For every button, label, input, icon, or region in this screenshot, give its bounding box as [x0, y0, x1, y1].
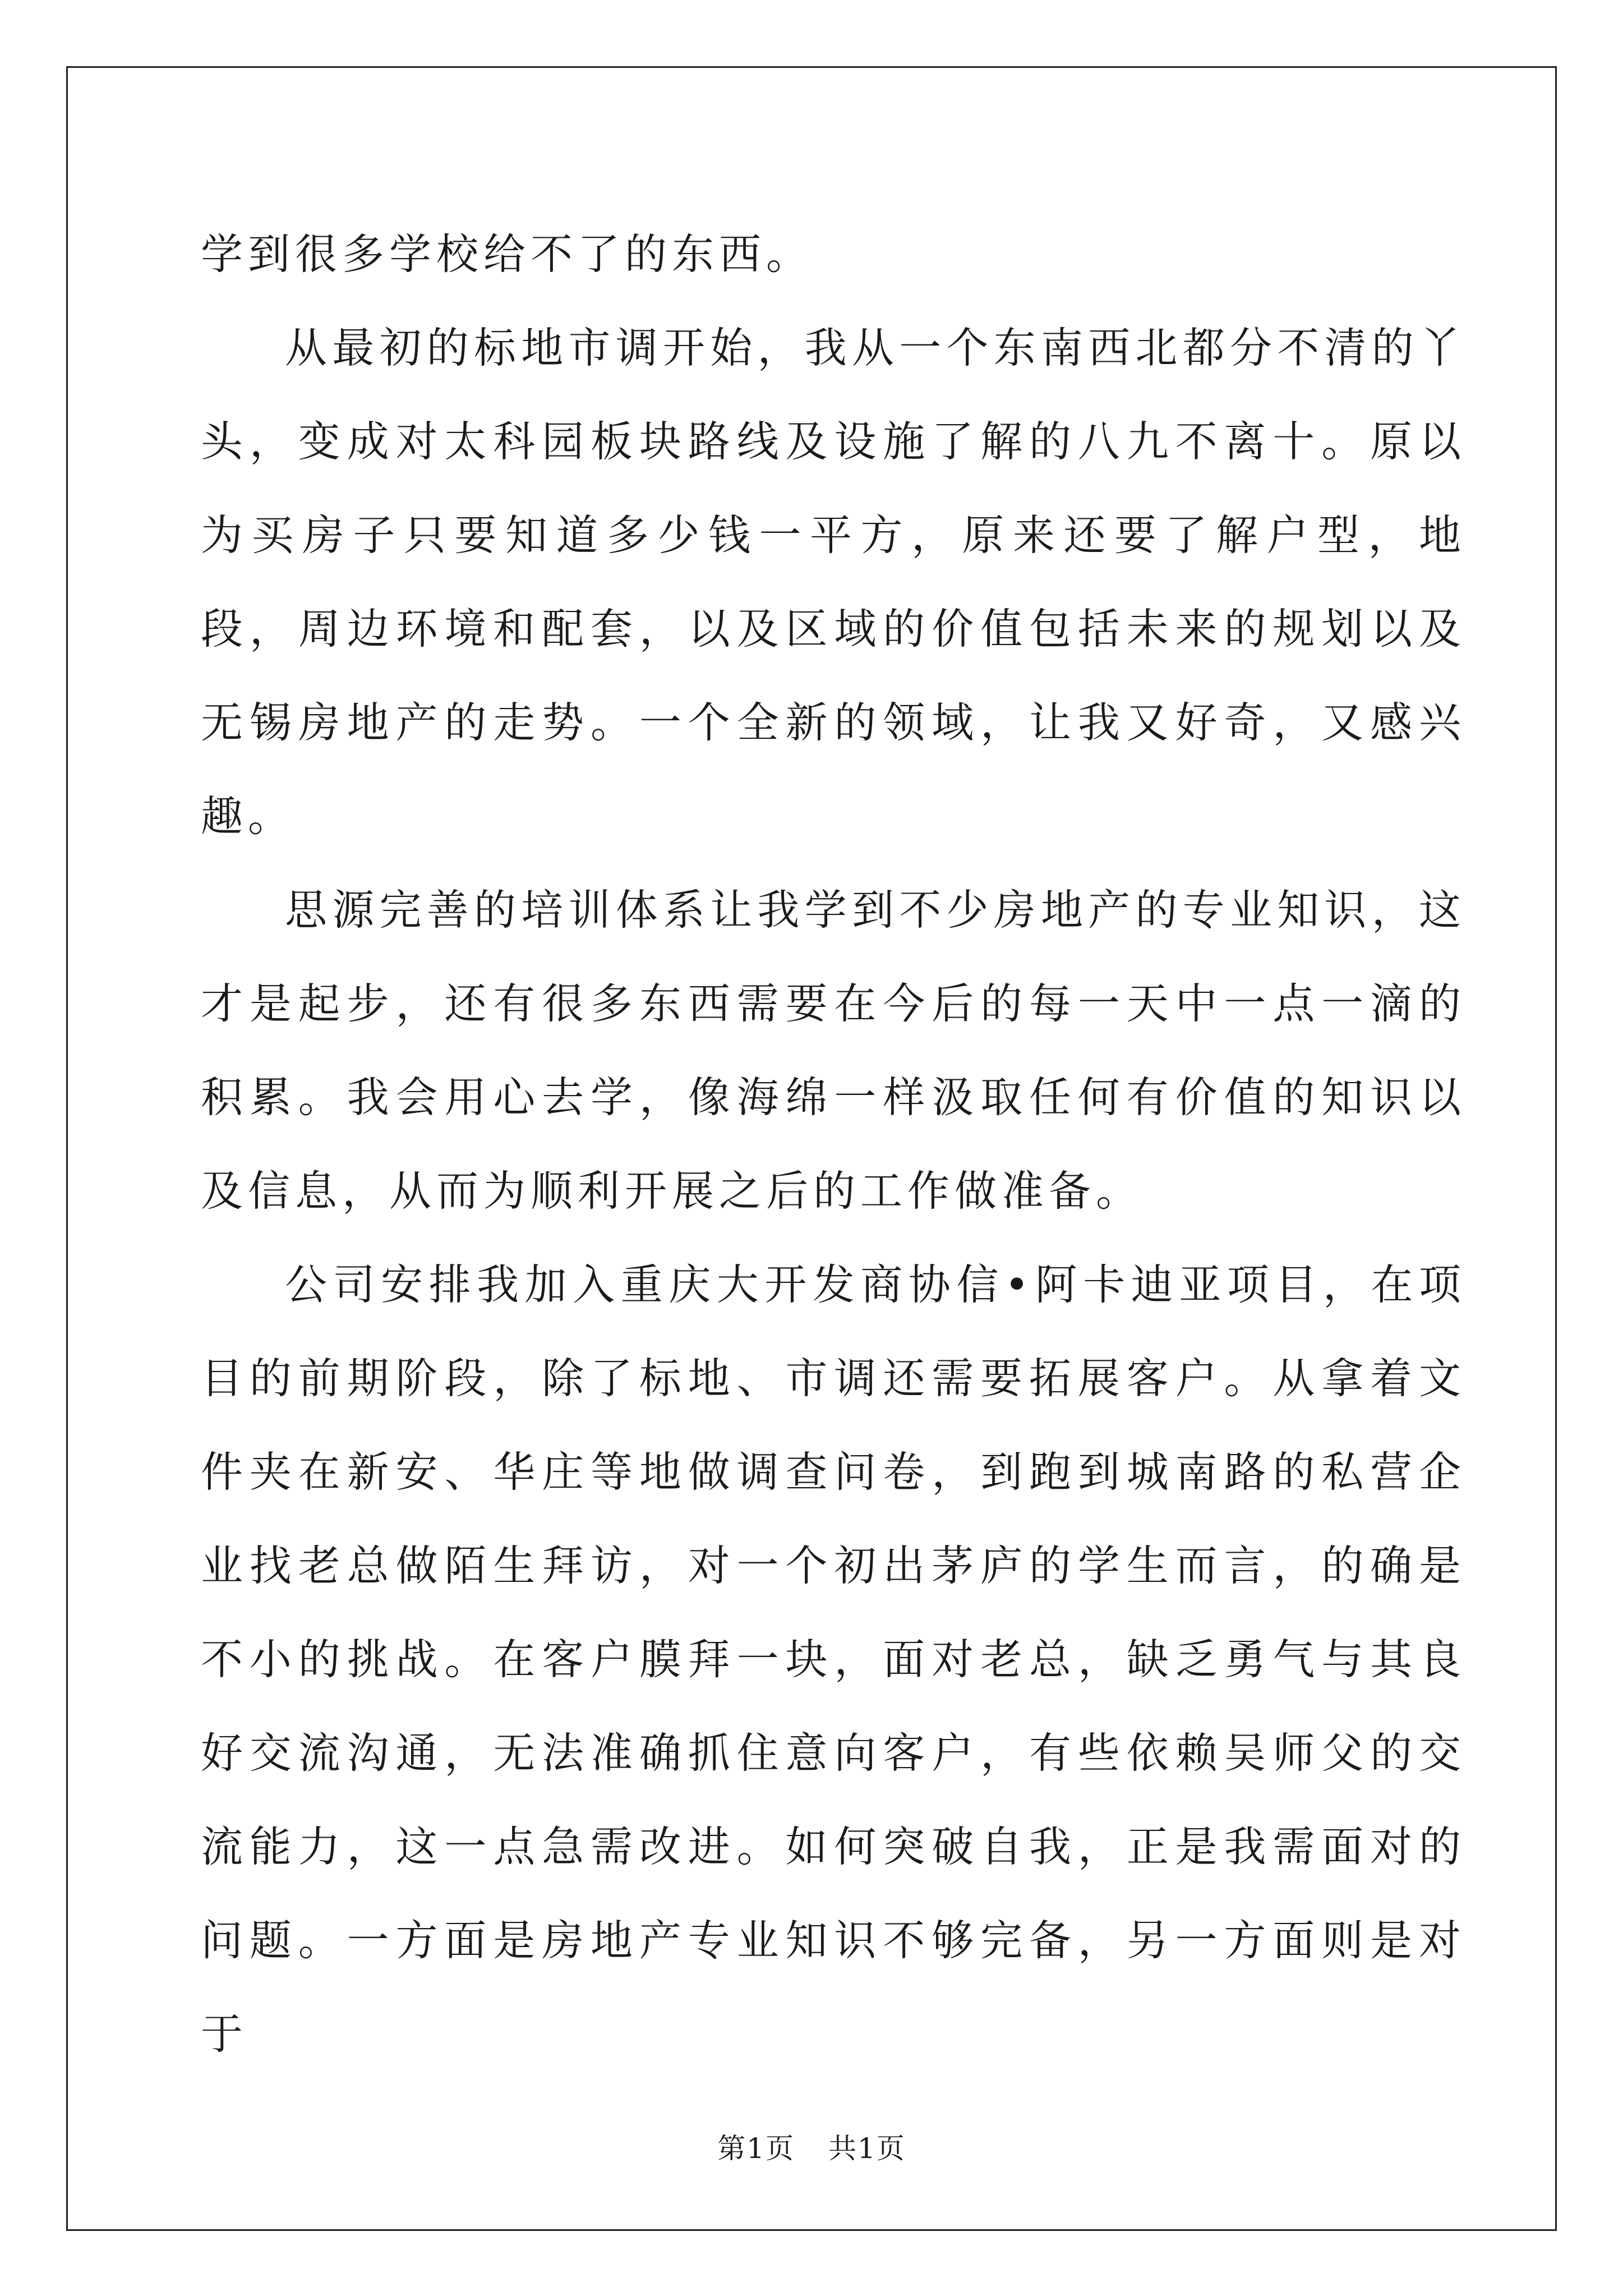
paragraph-2: 从最初的标地市调开始，我从一个东南西北都分不清的丫头，变成对太科园板块路线及设施了解的八九不离十。原以为买房子只要知道多少钱一平方，原来还要了解户型，地段，周边环境和配套，以及区域的价值包括未来的规划以及无锡房地产的走势。一个全新的领域，让我又好奇，又感兴趣。: [201, 323, 1466, 841]
paragraph-4: 公司安排我加入重庆大开发商协信•阿卡迪亚项目，在项目的前期阶段，除了标地、市调还需要拓展客户。从拿着文件夹在新安、华庄等地做调查问卷，到跑到城南路的私营企业找老总做陌生拜访，对一个初出茅庐的学生而言，的确是不小的挑战。在客户膜拜一块，面对老总，缺乏勇气与其良好交流沟通，无法准确抓住意向客户，有些依赖吴师父的交流能力，这一点急需改进。如何突破自我，正是我需面对的问题。一方面是房地产专业知识不够完备，另一方面则是对于: [201, 1260, 1466, 2059]
document-body: [201, 208, 1466, 2081]
page-footer: [0, 2126, 1623, 2166]
page-total: 共1页: [828, 2132, 906, 2165]
page-number: 第1页: [717, 2132, 795, 2165]
paragraph-1: 学到很多学校给不了的东西。: [201, 229, 814, 279]
paragraph-3: 思源完善的培训体系让我学到不少房地产的专业知识，这才是起步，还有很多东西需要在今后的每一天中一点一滴的积累。我会用心去学，像海绵一样汲取任何有价值的知识以及信息，从而为顺利开展之后的工作做准备。: [201, 885, 1466, 1216]
